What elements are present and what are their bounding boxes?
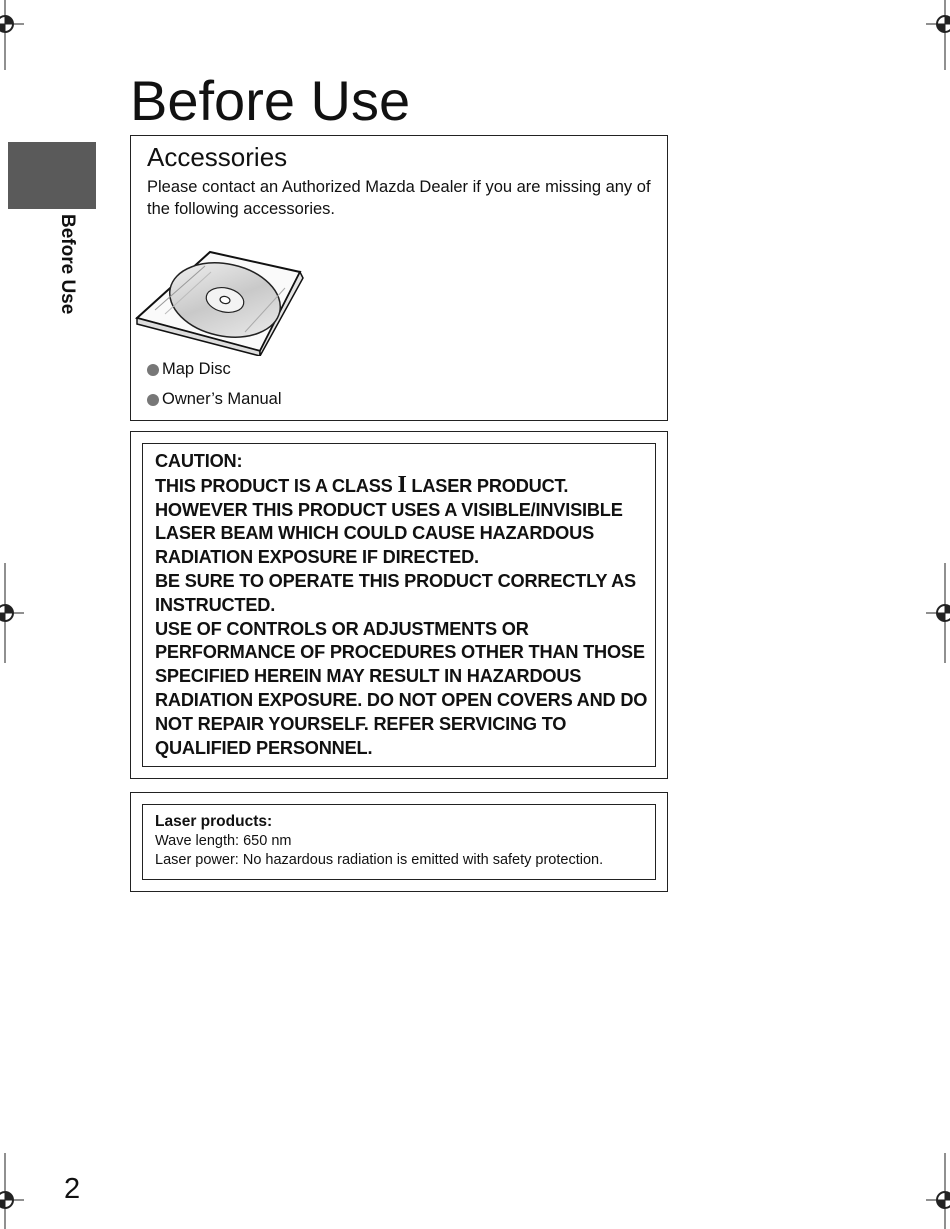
accessory-owners-manual: Owner’s Manual — [162, 390, 282, 408]
registration-mark-icon — [926, 0, 950, 70]
caution-paragraph: USE OF CONTROLS OR ADJUSTMENTS OR PERFORMANCE OF PROCEDURES OTHER THAN THOSE SPECIFIED HEREIN MAY RESULT IN HAZARDOUS RADIATION EXPOSURE. DO NOT OPEN COVERS AND DO NOT REPAIR YOURSELF. REFER SERVICING TO QUALIFIED PERSONNEL. — [155, 618, 648, 758]
laser-products-box — [130, 792, 668, 892]
bullet-icon — [147, 394, 159, 406]
accessory-map-disc: Map Disc — [162, 360, 231, 378]
laser-products-title: Laser products: — [155, 813, 273, 830]
list-item — [147, 390, 282, 409]
caution-box — [130, 431, 668, 779]
laser-inner-frame — [142, 804, 656, 880]
laser-wavelength: Wave length: 650 nm — [155, 832, 292, 849]
registration-mark-icon — [0, 0, 24, 70]
class-numeral: I — [397, 471, 407, 498]
laser-text — [155, 812, 603, 871]
side-tab-label: Before Use — [57, 214, 78, 315]
side-tab-marker — [8, 142, 96, 209]
registration-mark-icon — [0, 1153, 24, 1229]
caution-class-line: THIS PRODUCT IS A CLASS I LASER PRODUCT. — [155, 471, 569, 498]
registration-mark-icon — [926, 563, 950, 663]
caution-paragraph: HOWEVER THIS PRODUCT USES A VISIBLE/INVISIBLE LASER BEAM WHICH COULD CAUSE HAZARDOUS RADIATION EXPOSURE IF DIRECTED. — [155, 499, 623, 568]
accessories-box — [130, 135, 668, 421]
registration-mark-icon — [926, 1153, 950, 1229]
map-disc-case-icon — [135, 248, 305, 356]
caution-heading: CAUTION: — [155, 451, 243, 471]
accessories-heading: Accessories — [147, 142, 288, 172]
accessories-intro: Please contact an Authorized Mazda Dealer if you are missing any of the following accessories. — [147, 178, 651, 218]
list-item — [147, 360, 231, 379]
page-number: 2 — [64, 1173, 81, 1205]
page-title: Before Use — [130, 68, 411, 132]
laser-power: Laser power: No hazardous radiation is emitted with safety protection. — [155, 852, 604, 868]
registration-mark-icon — [0, 563, 24, 663]
caution-text — [155, 450, 655, 760]
caution-paragraph: BE SURE TO OPERATE THIS PRODUCT CORRECTLY AS INSTRUCTED. — [155, 570, 636, 615]
bullet-icon — [147, 364, 159, 376]
caution-inner-frame — [142, 443, 656, 767]
